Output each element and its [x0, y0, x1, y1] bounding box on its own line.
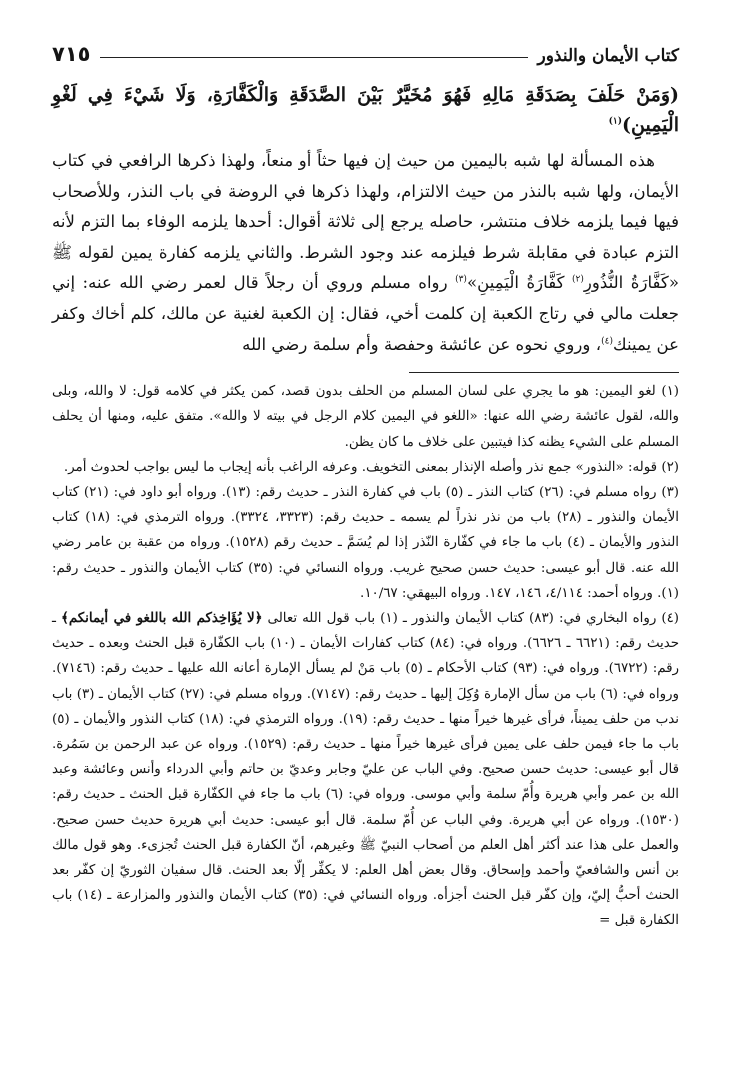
footnote-text: لغو اليمين: هو ما يجري على لسان المسلم من الحلف بدون قصد، كمن يكثر في كلامه قول: لا والله، وبلى والله، لقول عائشة رضي الله عنها: «اللغو في اليمين كلام الرجل في بيته لا والله». متفق عليه، ومنها أن يحلف المسلم على الشيء يظنه كذا فيتبين على خلاف ما كان يظن.	[52, 384, 679, 450]
footnote-text: رواه مسلم في: (٢٦) كتاب النذر ـ (٥) باب في كفارة النذر ـ حديث رقم: (١٣). ورواه أبو داود في: (٢١) كتاب الأيمان والنذور ـ (٢٨) باب من نذر نذراً لم يسمه ـ حديث رقم: (٣٣٢٣، ٣٣٢٤). ورواه الترمذي في: (١٨) كتاب النذور والأيمان ـ (٤) باب ما جاء في كفّارة النّذر إذا لم يُسَمَّ ـ حديث رقم (١٥٢٨). ورواه من عقبة بن عامر رضي الله عنه. قال أبو عيسى: حديث حسن صحيح غريب. ورواه النسائي في: (٣٥) كتاب الأيمان والنذور ـ حديث رقم: (١). ورواه أحمد: ٤/١١٤، ١٤٦، ١٤٧. ورواه البيهقي: ١٠/٦٧.	[52, 484, 679, 601]
header-rule	[100, 57, 527, 58]
footnote-text: ـ حديث رقم: (٦٦٢١ ـ ٦٦٢٦). ورواه في: (٨٤) كتاب كفارات الأيمان ـ (١٠) باب الكفّارة قبل الحنث وبعده ـ حديث رقم: (٦٧٢٢). ورواه في: (٩٣) كتاب الأحكام ـ (٥) باب مَنْ لم يسأل الإمارة أعانه الله عليها ـ حديث رقم: (٧١٤٦). ورواه في: (٦) باب من سأل الإمارة وُكِلَ إليها ـ حديث رقم: (٧١٤٧). ورواه مسلم في: (٢٧) كتاب الأيمان ـ (٣) باب ندب من حلف يميناً، فرأى غيرها خيراً منها ـ حديث رقم: (١٩). ورواه الترمذي في: (١٨) كتاب النذور والأيمان ـ (٥) باب ما جاء فيمن حلف على يمين فرأى غيرها خيراً منها ـ حديث رقم: (١٥٢٩). ورواه عن عبد الرحمن بن سَمُرة. قال أبو عيسى: حديث حسن صحيح. وفي الباب عن عليّ وجابر وعديّ بن حاتم وأبي الدرداء وأنس وعائشة وعبد الله بن عمر وأبي هريرة وأُمّ سلمة وأبي موسى. ورواه في: (٦) باب ما جاء في الكفّارة قبل الحنث ـ حديث رقم: (١٥٣٠). ورواه عن أبي هريرة. وفي الباب عن أُمّ سلمة. قال أبو عيسى: حديث أبي هريرة حديث حسن صحيح. والعمل على هذا عند أكثر أهل العلم من أصحاب النبيّ ﷺ وغيرهم، أنّ الكفارة قبل الحنث تُجزىء. وهو قول مالك بن أنس والشافعيّ وأحمد وإسحاق. وقال بعض أهل العلم: لا يكفِّر إلّا بعد الحنث. قال سفيان الثوريّ إن كفّر بعد الحنث أحبُّ إليّ، وإن كفّر قبل الحنث أجزأه. ورواه النسائي في: (٣٥) كتاب الأيمان والنذور والمزارعة ـ (١٤) باب الكفارة قبل =	[52, 610, 680, 929]
footnote-ref-1[interactable]: (١)	[608, 116, 623, 127]
footnotes	[52, 379, 679, 933]
commentary-part-4: ، وروي نحوه عن عائشة وحفصة وأم سلمة رضي الله	[242, 334, 602, 354]
running-title: كتاب الأيمان والنذور	[537, 46, 679, 66]
commentary-part-2: كَفَّارَةُ الْيَمِينِ»	[466, 273, 572, 293]
footnote-number: (٢)	[661, 459, 679, 475]
commentary-part-1: هذه المسألة لها شبه باليمين من حيث إن فيها حثاً أو منعاً، ولهذا ذكرها الرافعي في كتاب الأيمان، ولها شبه بالنذر من حيث الالتزام، ولهذا ذكرها في الروضة في باب النذر، وللأصحاب فيها فيما يلزمه خلاف منتشر، حاصله يرجع إلى ثلاثة أقوال: أحدها يلزمه الوفاء بما التزم لأنه التزم عبادة في مقابلة شرط فيلزمه عند وجود الشرط. والثاني يلزمه كفارة يمين لقوله ﷺ «كَفَّارَةُ النُّذُورِ	[52, 151, 679, 293]
page-number: ٧١٥	[52, 42, 91, 66]
footnote-ref-2[interactable]: (٢)	[572, 274, 584, 285]
footnote-number: (٣)	[661, 484, 680, 500]
footnote-number: (١)	[661, 384, 679, 400]
footnote-1	[52, 379, 679, 455]
footnote-text: قوله: «النذور» جمع نذر وأصله الإنذار بمعنى التخويف. وعرفه الراغب بأنه إيجاب ما ليس بواجب لحدوث أمر.	[63, 459, 658, 475]
footnote-ref-4[interactable]: (٤)	[601, 336, 613, 347]
footnote-separator	[409, 372, 679, 373]
footnote-text: رواه البخاري في: (٨٣) كتاب الأيمان والنذور ـ (١) باب قول الله تعالى	[262, 610, 657, 626]
matn-line: (وَمَنْ حَلَفَ بِصَدَقَةِ مَالِهِ فَهُوَ مُخَيَّرٌ بَيْنَ الصَّدَقَةِ وَالْكَفَّارَةِ، وَلَا شَيْءَ فِي لَغْوِ الْيَمِينِ)	[52, 84, 679, 136]
footnote-3	[52, 480, 679, 606]
matn-text	[52, 80, 679, 140]
quran-verse: ﴿لا يُؤَاخِذكم الله باللغو في أيمانكم﴾	[60, 609, 263, 626]
commentary-part-3: رواه مسلم وروي أن رجلاً قال لعمر رضي الله عنه: إني جعلت مالي في رتاج الكعبة إن كلمت أخي، فقال: إن الكعبة لغنية عن مالك، كلم أخاك وكفر عن يمينك	[52, 273, 679, 354]
commentary-text	[52, 146, 679, 360]
footnote-number: (٤)	[661, 610, 680, 626]
footnote-2	[52, 455, 679, 480]
page-header	[52, 30, 679, 66]
commentary-paragraph	[52, 146, 679, 360]
footnote-ref-3[interactable]: (٣)	[455, 274, 467, 285]
footnote-4	[52, 606, 679, 934]
